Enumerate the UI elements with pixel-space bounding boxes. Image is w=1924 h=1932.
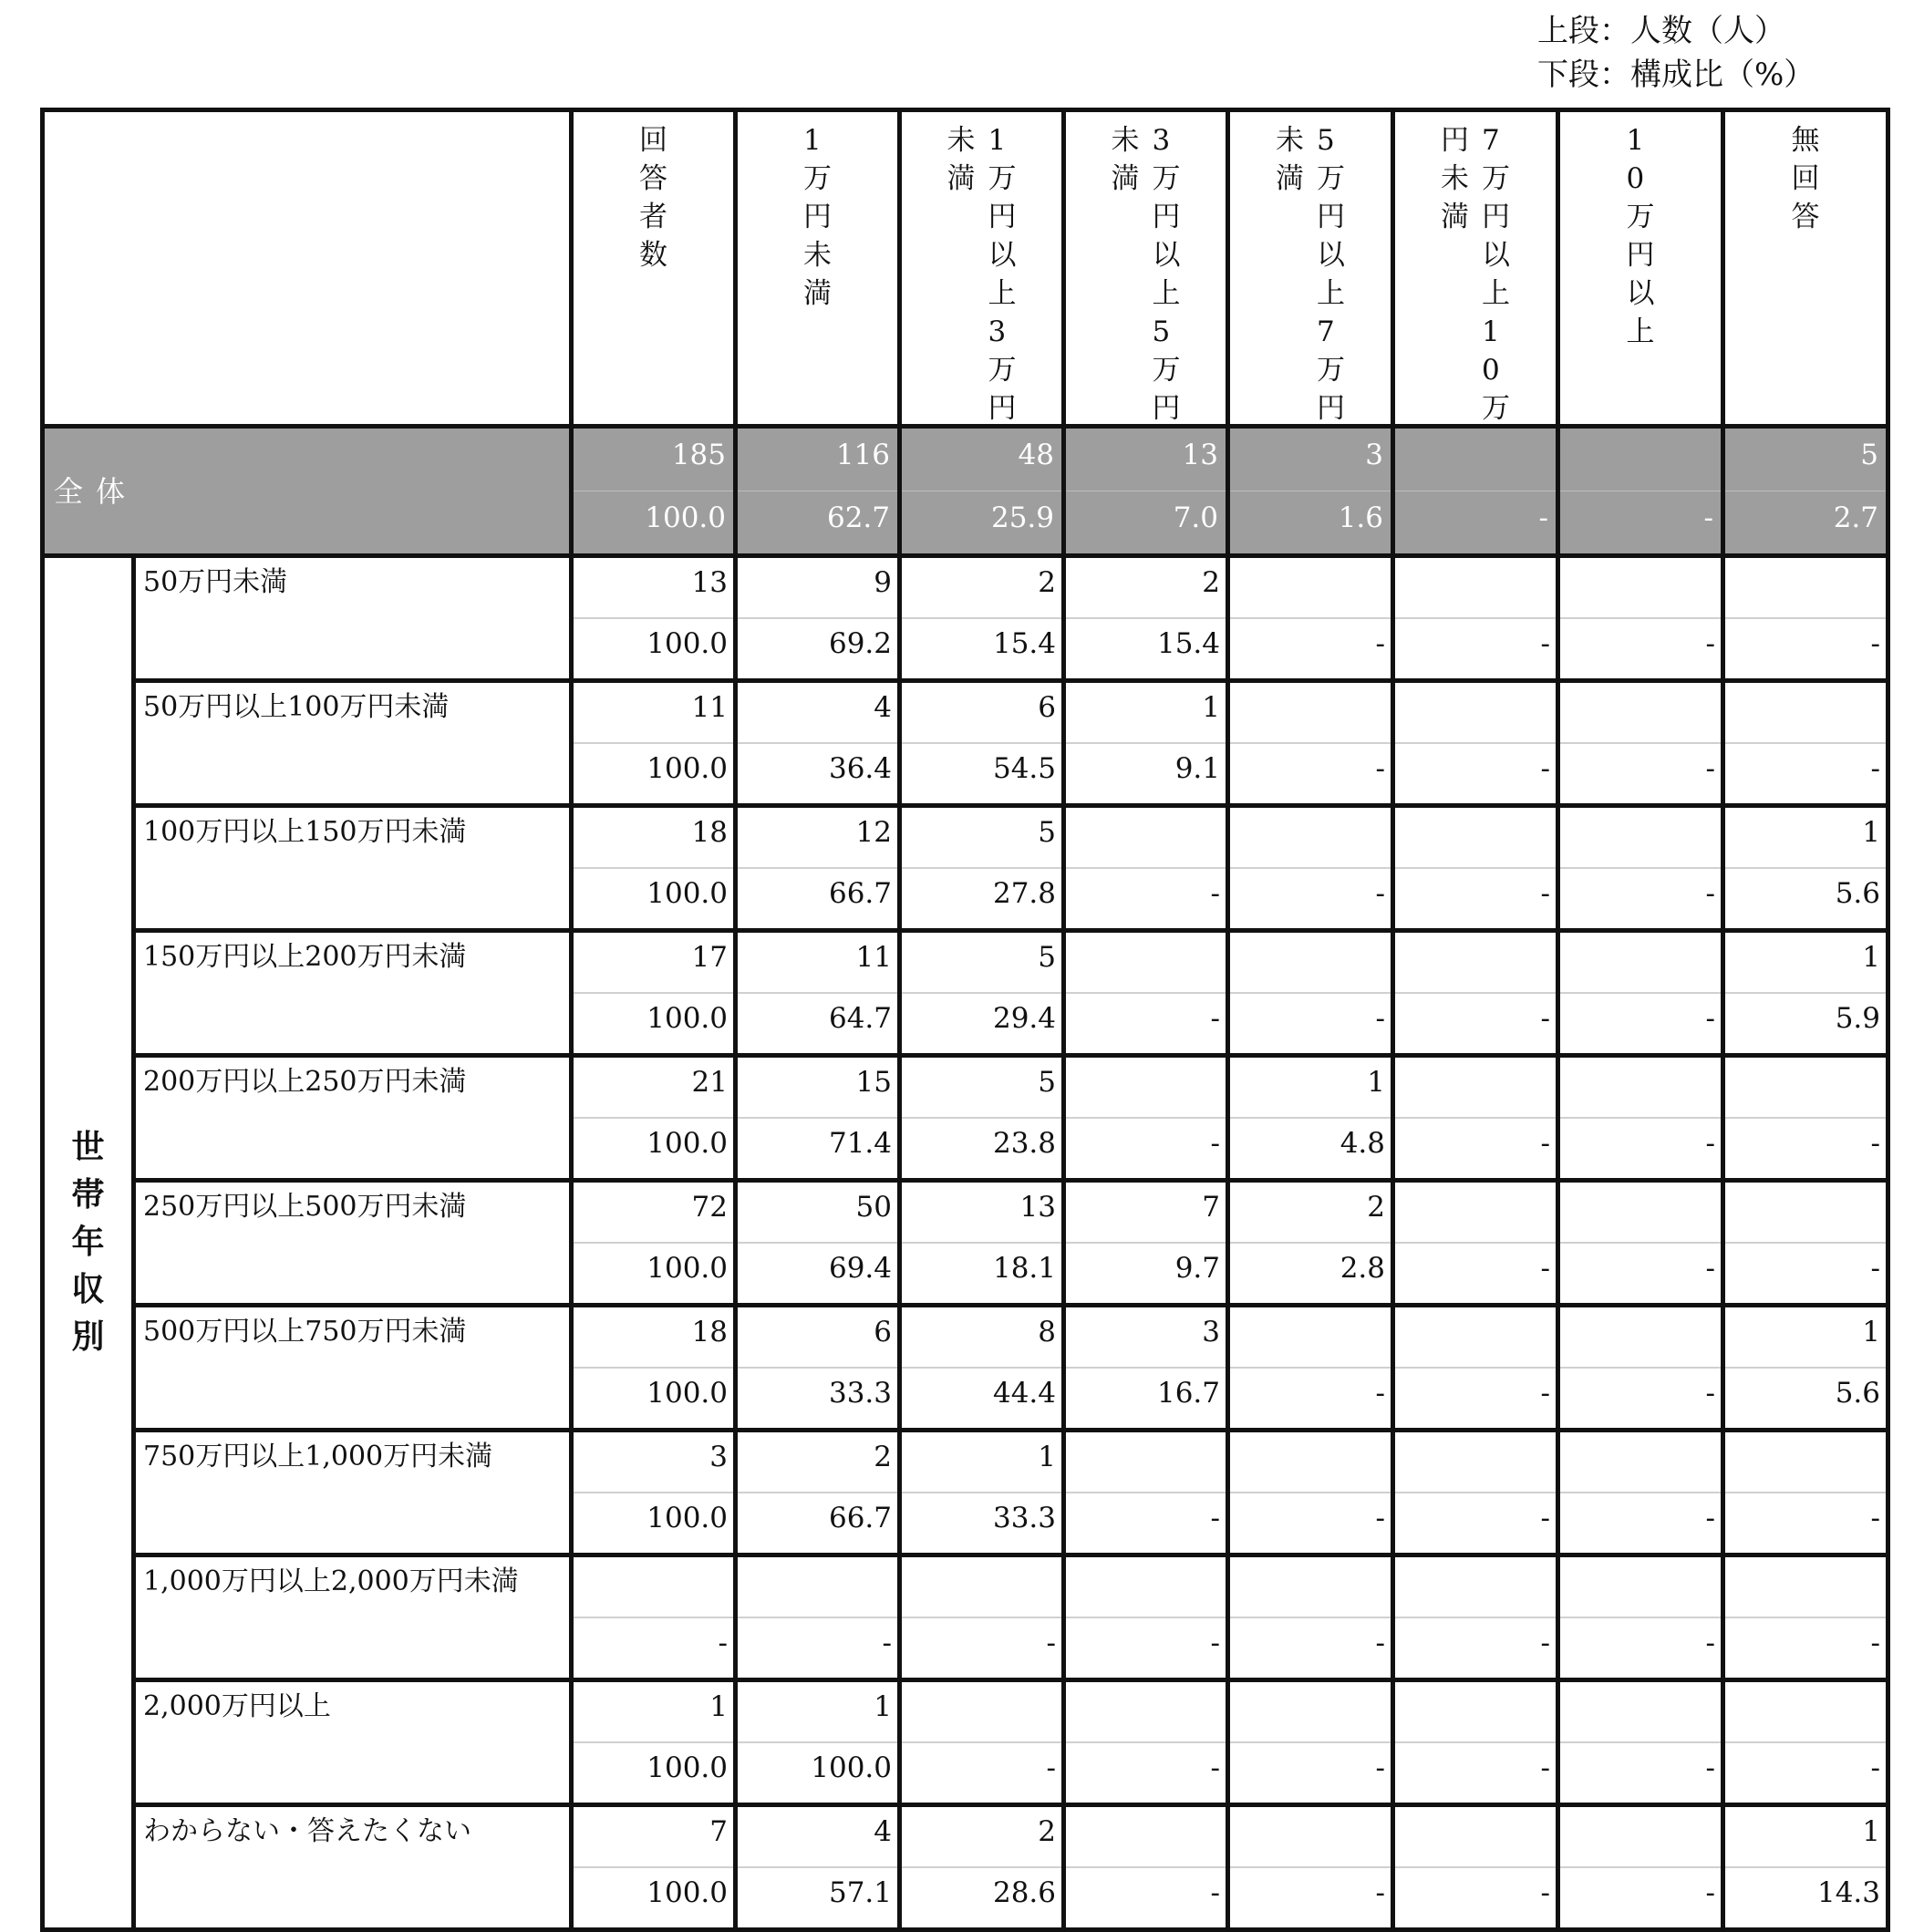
count-cell: 4	[736, 1805, 900, 1868]
total-count-cell: 5	[1723, 427, 1888, 491]
header-char: 万	[1152, 162, 1181, 195]
header-char: 0	[1482, 354, 1500, 387]
count-cell	[1228, 1680, 1393, 1743]
header-char: 上	[1482, 277, 1510, 310]
header-char: 万	[1152, 354, 1181, 387]
percent-cell: -	[1393, 1368, 1558, 1431]
count-cell: 11	[572, 681, 736, 744]
count-cell: 5	[900, 806, 1064, 869]
percent-cell: 16.7	[1064, 1368, 1228, 1431]
header-row	[43, 110, 1888, 427]
percent-cell: -	[900, 1617, 1064, 1680]
count-cell	[1228, 1306, 1393, 1369]
percent-cell: 27.8	[900, 868, 1064, 931]
percent-cell: -	[1558, 1867, 1723, 1930]
percent-cell: 66.7	[736, 868, 900, 931]
table-row	[43, 931, 1888, 994]
header-char: 万	[988, 354, 1017, 387]
count-cell	[1228, 931, 1393, 994]
percent-cell: -	[1228, 868, 1393, 931]
total-count-cell: 13	[1064, 427, 1228, 491]
header-char: 7	[1482, 124, 1500, 157]
percent-cell: -	[1064, 868, 1228, 931]
count-cell	[1064, 1555, 1228, 1618]
percent-cell: -	[1393, 618, 1558, 681]
count-cell	[1064, 1431, 1228, 1493]
header-char: 上	[1152, 277, 1181, 310]
count-cell: 13	[572, 556, 736, 619]
table-row	[43, 1680, 1888, 1743]
count-cell	[1393, 1555, 1558, 1618]
percent-cell: -	[1228, 743, 1393, 806]
column-header	[1558, 110, 1723, 427]
header-char: 回	[1791, 162, 1820, 195]
percent-cell: 5.6	[1723, 1368, 1888, 1431]
total-percent-cell: 100.0	[572, 491, 736, 556]
count-cell	[1228, 556, 1393, 619]
percent-cell: 69.4	[736, 1243, 900, 1306]
percent-cell: -	[1558, 1118, 1723, 1181]
percent-cell: 33.3	[736, 1368, 900, 1431]
table-row	[43, 1306, 1888, 1369]
header-char: 5	[1317, 124, 1335, 157]
count-cell	[1723, 681, 1888, 744]
header-char: 1	[1626, 124, 1645, 157]
count-cell: 1	[900, 1431, 1064, 1493]
header-char: 満	[1276, 162, 1304, 195]
count-cell	[1228, 1805, 1393, 1868]
count-cell: 6	[900, 681, 1064, 744]
count-cell	[1723, 1181, 1888, 1244]
percent-cell: -	[1558, 1742, 1723, 1805]
total-percent-cell: 7.0	[1064, 491, 1228, 556]
count-cell: 72	[572, 1181, 736, 1244]
header-char: 答	[1791, 201, 1820, 233]
percent-cell: -	[1064, 1493, 1228, 1555]
percent-cell: -	[1558, 1617, 1723, 1680]
percent-cell: 4.8	[1228, 1118, 1393, 1181]
count-cell	[1393, 1056, 1558, 1119]
percent-cell: -	[1393, 1617, 1558, 1680]
table-row	[43, 1805, 1888, 1868]
count-cell: 1	[1723, 1306, 1888, 1369]
percent-cell: -	[1228, 618, 1393, 681]
income-crosstab-table	[40, 108, 1890, 1932]
count-cell	[1393, 806, 1558, 869]
percent-cell: -	[1228, 1867, 1393, 1930]
row-category-label: 150万円以上200万円未満	[134, 931, 572, 1056]
percent-cell: -	[1558, 993, 1723, 1056]
row-category-label: 250万円以上500万円未満	[134, 1181, 572, 1306]
percent-cell: 66.7	[736, 1493, 900, 1555]
count-cell	[1393, 1306, 1558, 1369]
count-cell	[1064, 1805, 1228, 1868]
percent-cell: 36.4	[736, 743, 900, 806]
percent-cell: 15.4	[1064, 618, 1228, 681]
count-cell	[1558, 806, 1723, 869]
count-cell: 4	[736, 681, 900, 744]
row-category-label: 200万円以上250万円未満	[134, 1056, 572, 1181]
count-cell	[1723, 556, 1888, 619]
header-char: 円	[1317, 392, 1345, 425]
total-percent-cell: 62.7	[736, 491, 900, 556]
count-cell: 2	[900, 1805, 1064, 1868]
header-char: 7	[1317, 315, 1335, 348]
header-char: 円	[988, 392, 1017, 425]
count-cell: 5	[900, 1056, 1064, 1119]
row-category-label: 750万円以上1,000万円未満	[134, 1431, 572, 1555]
total-count-cell: 185	[572, 427, 736, 491]
header-char: 円	[1482, 201, 1510, 233]
header-char: 未	[803, 239, 832, 272]
percent-cell: -	[1723, 618, 1888, 681]
row-category-label: わからない・答えたくない	[134, 1805, 572, 1930]
count-cell	[900, 1555, 1064, 1618]
count-cell: 3	[572, 1431, 736, 1493]
count-cell	[1064, 1056, 1228, 1119]
percent-cell: -	[1393, 1243, 1558, 1306]
header-char: 万	[1317, 354, 1345, 387]
header-char: 円	[1441, 124, 1469, 157]
column-header	[1228, 110, 1393, 427]
percent-cell: -	[900, 1742, 1064, 1805]
count-cell: 18	[572, 1306, 736, 1369]
header-char: 以	[1152, 239, 1181, 272]
table-row	[43, 1555, 1888, 1618]
count-cell: 7	[572, 1805, 736, 1868]
group-label-char: 帯	[71, 1176, 105, 1214]
count-cell	[900, 1680, 1064, 1743]
count-cell: 2	[900, 556, 1064, 619]
percent-cell: 100.0	[572, 1243, 736, 1306]
percent-cell: 9.7	[1064, 1243, 1228, 1306]
count-cell	[1393, 1805, 1558, 1868]
percent-cell: -	[1228, 1368, 1393, 1431]
group-label-char: 収	[71, 1271, 105, 1308]
total-percent-cell: 1.6	[1228, 491, 1393, 556]
count-cell: 8	[900, 1306, 1064, 1369]
table-row	[43, 1056, 1888, 1119]
percent-cell: 2.8	[1228, 1243, 1393, 1306]
column-header	[1723, 110, 1888, 427]
header-char: 3	[1152, 124, 1171, 157]
count-cell: 2	[1228, 1181, 1393, 1244]
count-cell	[1723, 1431, 1888, 1493]
header-char: 5	[1152, 315, 1171, 348]
percent-cell: 15.4	[900, 618, 1064, 681]
header-char: 満	[1441, 201, 1469, 233]
count-cell	[1723, 1680, 1888, 1743]
header-char: 万	[1482, 392, 1510, 425]
table-row	[43, 681, 1888, 744]
total-count-cell	[1558, 427, 1723, 491]
percent-cell: -	[1393, 993, 1558, 1056]
header-char: 万	[1626, 201, 1655, 233]
count-cell	[1558, 1805, 1723, 1868]
count-cell	[1393, 1431, 1558, 1493]
count-cell: 2	[1064, 556, 1228, 619]
percent-cell: -	[1393, 743, 1558, 806]
count-cell: 18	[572, 806, 736, 869]
total-percent-cell: -	[1393, 491, 1558, 556]
percent-cell: 100.0	[572, 743, 736, 806]
header-char: 円	[803, 201, 832, 233]
percent-cell: 57.1	[736, 1867, 900, 1930]
percent-cell: 100.0	[572, 868, 736, 931]
count-cell: 5	[900, 931, 1064, 994]
percent-cell: -	[1064, 1867, 1228, 1930]
header-char: 回	[639, 124, 667, 157]
percent-cell: 100.0	[572, 618, 736, 681]
percent-cell: 29.4	[900, 993, 1064, 1056]
count-cell: 1	[1228, 1056, 1393, 1119]
header-char: 以	[1317, 239, 1345, 272]
legend-percent-note: 下段：構成比（%）	[1537, 57, 1815, 93]
count-cell	[1558, 556, 1723, 619]
count-cell	[1558, 1306, 1723, 1369]
total-percent-cell: 25.9	[900, 491, 1064, 556]
column-header	[1393, 110, 1558, 427]
row-category-label: 500万円以上750万円未満	[134, 1306, 572, 1431]
count-cell	[1228, 1555, 1393, 1618]
percent-cell: 100.0	[736, 1742, 900, 1805]
count-cell	[1558, 681, 1723, 744]
total-count-cell: 48	[900, 427, 1064, 491]
percent-cell: 18.1	[900, 1243, 1064, 1306]
percent-cell: 71.4	[736, 1118, 900, 1181]
column-header	[736, 110, 900, 427]
header-char: 1	[988, 124, 1007, 157]
table-row	[43, 1181, 1888, 1244]
count-cell	[1558, 1431, 1723, 1493]
percent-cell: -	[1064, 1617, 1228, 1680]
header-char: 満	[803, 277, 832, 310]
count-cell: 7	[1064, 1181, 1228, 1244]
count-cell: 9	[736, 556, 900, 619]
header-char: 円	[988, 201, 1017, 233]
header-char: 未	[1441, 162, 1469, 195]
count-cell: 2	[736, 1431, 900, 1493]
count-cell: 12	[736, 806, 900, 869]
count-cell: 1	[1723, 931, 1888, 994]
header-char: 円	[1152, 392, 1181, 425]
column-header	[572, 110, 736, 427]
row-category-label: 50万円以上100万円未満	[134, 681, 572, 806]
count-cell	[736, 1555, 900, 1618]
percent-cell: -	[1064, 993, 1228, 1056]
percent-cell: 28.6	[900, 1867, 1064, 1930]
legend-counts-note: 上段：人数（人）	[1537, 13, 1785, 49]
percent-cell: -	[1723, 1118, 1888, 1181]
percent-cell: -	[1228, 1493, 1393, 1555]
count-cell	[1393, 681, 1558, 744]
percent-cell: -	[1393, 1118, 1558, 1181]
percent-cell: -	[1228, 1742, 1393, 1805]
percent-cell: -	[1723, 1243, 1888, 1306]
count-cell: 1	[1064, 681, 1228, 744]
percent-cell: 5.6	[1723, 868, 1888, 931]
header-char: 者	[639, 201, 667, 233]
header-char: 以	[1626, 277, 1655, 310]
count-cell	[1393, 1181, 1558, 1244]
header-char: 満	[1111, 162, 1140, 195]
count-cell: 3	[1064, 1306, 1228, 1369]
header-char: 以	[988, 239, 1017, 272]
header-char: 万	[1317, 162, 1345, 195]
percent-cell: -	[1723, 1493, 1888, 1555]
count-cell: 1	[736, 1680, 900, 1743]
count-cell	[572, 1555, 736, 1618]
percent-cell: 69.2	[736, 618, 900, 681]
percent-cell: -	[736, 1617, 900, 1680]
percent-cell: -	[1393, 1493, 1558, 1555]
percent-cell: 23.8	[900, 1118, 1064, 1181]
row-category-label: 50万円未満	[134, 556, 572, 681]
count-cell: 15	[736, 1056, 900, 1119]
percent-cell: 100.0	[572, 1867, 736, 1930]
header-char: 数	[639, 239, 667, 272]
header-char: 満	[946, 162, 976, 195]
header-char: 上	[1317, 277, 1345, 310]
percent-cell: -	[1723, 1617, 1888, 1680]
count-cell	[1064, 1680, 1228, 1743]
total-percent-cell: -	[1558, 491, 1723, 556]
percent-cell: -	[1228, 1617, 1393, 1680]
header-char: 未	[1111, 124, 1140, 157]
column-header	[900, 110, 1064, 427]
total-percent-cell: 2.7	[1723, 491, 1888, 556]
percent-cell: 5.9	[1723, 993, 1888, 1056]
total-count-cell	[1393, 427, 1558, 491]
count-cell	[1723, 1056, 1888, 1119]
header-char: 万	[1482, 162, 1510, 195]
group-label-char: 年	[71, 1224, 105, 1261]
count-cell	[1393, 556, 1558, 619]
count-cell: 50	[736, 1181, 900, 1244]
percent-cell: -	[1558, 743, 1723, 806]
header-corner-cell	[43, 110, 572, 427]
percent-cell: 100.0	[572, 1118, 736, 1181]
percent-cell: -	[1558, 1493, 1723, 1555]
percent-cell: 100.0	[572, 1368, 736, 1431]
count-cell	[1393, 931, 1558, 994]
count-cell	[1558, 931, 1723, 994]
header-char: 3	[988, 315, 1007, 348]
count-cell: 1	[1723, 806, 1888, 869]
percent-cell: 14.3	[1723, 1867, 1888, 1930]
count-cell: 17	[572, 931, 736, 994]
count-cell: 11	[736, 931, 900, 994]
count-cell: 1	[572, 1680, 736, 1743]
count-cell: 1	[1723, 1805, 1888, 1868]
header-char: 未	[946, 124, 976, 157]
header-char: 万	[988, 162, 1017, 195]
percent-cell: -	[1064, 1118, 1228, 1181]
header-char: 円	[1626, 239, 1655, 272]
header-char: 答	[639, 162, 667, 195]
count-cell	[1558, 1555, 1723, 1618]
count-cell: 21	[572, 1056, 736, 1119]
count-cell	[1558, 1181, 1723, 1244]
percent-cell: 44.4	[900, 1368, 1064, 1431]
header-char: 上	[1626, 315, 1655, 348]
percent-cell: -	[572, 1617, 736, 1680]
group-label-char: 別	[71, 1318, 105, 1356]
total-count-cell: 3	[1228, 427, 1393, 491]
percent-cell: 100.0	[572, 993, 736, 1056]
percent-cell: 9.1	[1064, 743, 1228, 806]
header-char: 円	[1317, 201, 1345, 233]
percent-cell: -	[1064, 1742, 1228, 1805]
header-char: 未	[1276, 124, 1304, 157]
count-cell	[1064, 806, 1228, 869]
percent-cell: -	[1558, 868, 1723, 931]
header-char: 0	[1626, 162, 1645, 195]
percent-cell: -	[1723, 1742, 1888, 1805]
percent-cell: -	[1393, 1867, 1558, 1930]
percent-cell: 100.0	[572, 1742, 736, 1805]
row-category-label: 100万円以上150万円未満	[134, 806, 572, 931]
percent-cell: -	[1558, 1368, 1723, 1431]
count-cell	[1064, 931, 1228, 994]
total-label: 全体	[43, 427, 572, 556]
percent-cell: 100.0	[572, 1493, 736, 1555]
table-row	[43, 1431, 1888, 1493]
table-row	[43, 556, 1888, 619]
percent-cell: 33.3	[900, 1493, 1064, 1555]
row-category-label: 1,000万円以上2,000万円未満	[134, 1555, 572, 1680]
group-label-char: 世	[71, 1129, 105, 1166]
group-label-cell	[43, 556, 134, 1930]
count-cell: 6	[736, 1306, 900, 1369]
percent-cell: -	[1393, 1742, 1558, 1805]
percent-cell: -	[1558, 618, 1723, 681]
column-header	[1064, 110, 1228, 427]
header-char: 1	[1482, 315, 1500, 348]
percent-cell: -	[1558, 1243, 1723, 1306]
percent-cell: 64.7	[736, 993, 900, 1056]
header-char: 1	[803, 124, 822, 157]
header-char: 上	[988, 277, 1017, 310]
percent-cell: -	[1393, 868, 1558, 931]
percent-cell: 54.5	[900, 743, 1064, 806]
count-cell	[1228, 1431, 1393, 1493]
count-cell	[1558, 1680, 1723, 1743]
table-row	[43, 806, 1888, 869]
count-cell	[1228, 806, 1393, 869]
header-char: 以	[1482, 239, 1510, 272]
header-char: 円	[1152, 201, 1181, 233]
count-cell	[1228, 681, 1393, 744]
count-cell	[1723, 1555, 1888, 1618]
count-cell	[1393, 1680, 1558, 1743]
count-cell: 13	[900, 1181, 1064, 1244]
header-char: 無	[1791, 124, 1820, 157]
total-count-cell: 116	[736, 427, 900, 491]
percent-cell: -	[1228, 993, 1393, 1056]
header-char: 万	[803, 162, 832, 195]
percent-cell: -	[1723, 743, 1888, 806]
count-cell	[1558, 1056, 1723, 1119]
row-category-label: 2,000万円以上	[134, 1680, 572, 1805]
total-count-row	[43, 427, 1888, 491]
